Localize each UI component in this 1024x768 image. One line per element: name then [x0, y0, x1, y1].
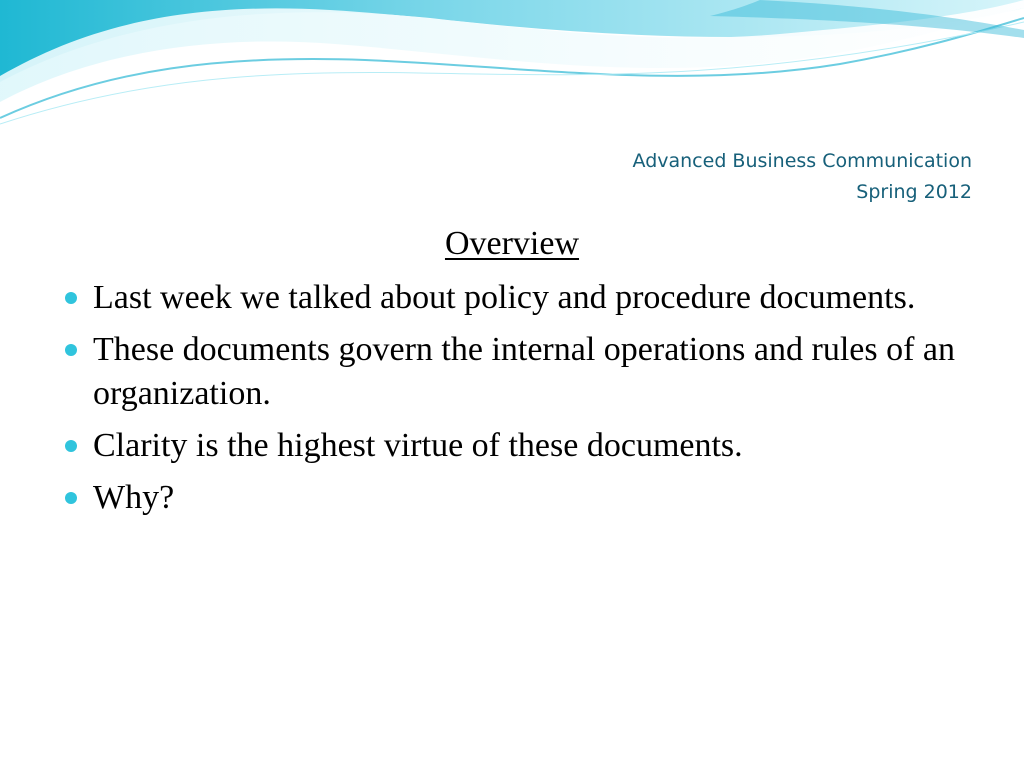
- decorative-wave-banner: [0, 0, 1024, 140]
- bullet-dot-icon: [65, 344, 77, 356]
- bullet-item: [62, 424, 962, 468]
- bullet-text: Why?: [93, 479, 175, 516]
- bullet-item: [62, 276, 962, 320]
- slide-title: [0, 222, 1024, 266]
- bullet-dot-icon: [65, 440, 77, 452]
- bullet-dot-icon: [65, 492, 77, 504]
- course-title: Advanced Business Communication: [632, 150, 972, 172]
- course-term: Spring 2012: [856, 181, 972, 203]
- slide-title-text: Overview: [444, 225, 580, 262]
- bullet-text: Clarity is the highest virtue of these documents.: [93, 427, 743, 464]
- bullet-text: These documents govern the internal operations and rules of an organization.: [93, 331, 956, 412]
- course-header: [633, 146, 972, 208]
- bullet-text: Last week we talked about policy and procedure documents.: [93, 279, 916, 316]
- bullet-dot-icon: [65, 292, 77, 304]
- bullet-list: [62, 276, 962, 528]
- bullet-item: [62, 476, 962, 520]
- bullet-item: [62, 328, 962, 416]
